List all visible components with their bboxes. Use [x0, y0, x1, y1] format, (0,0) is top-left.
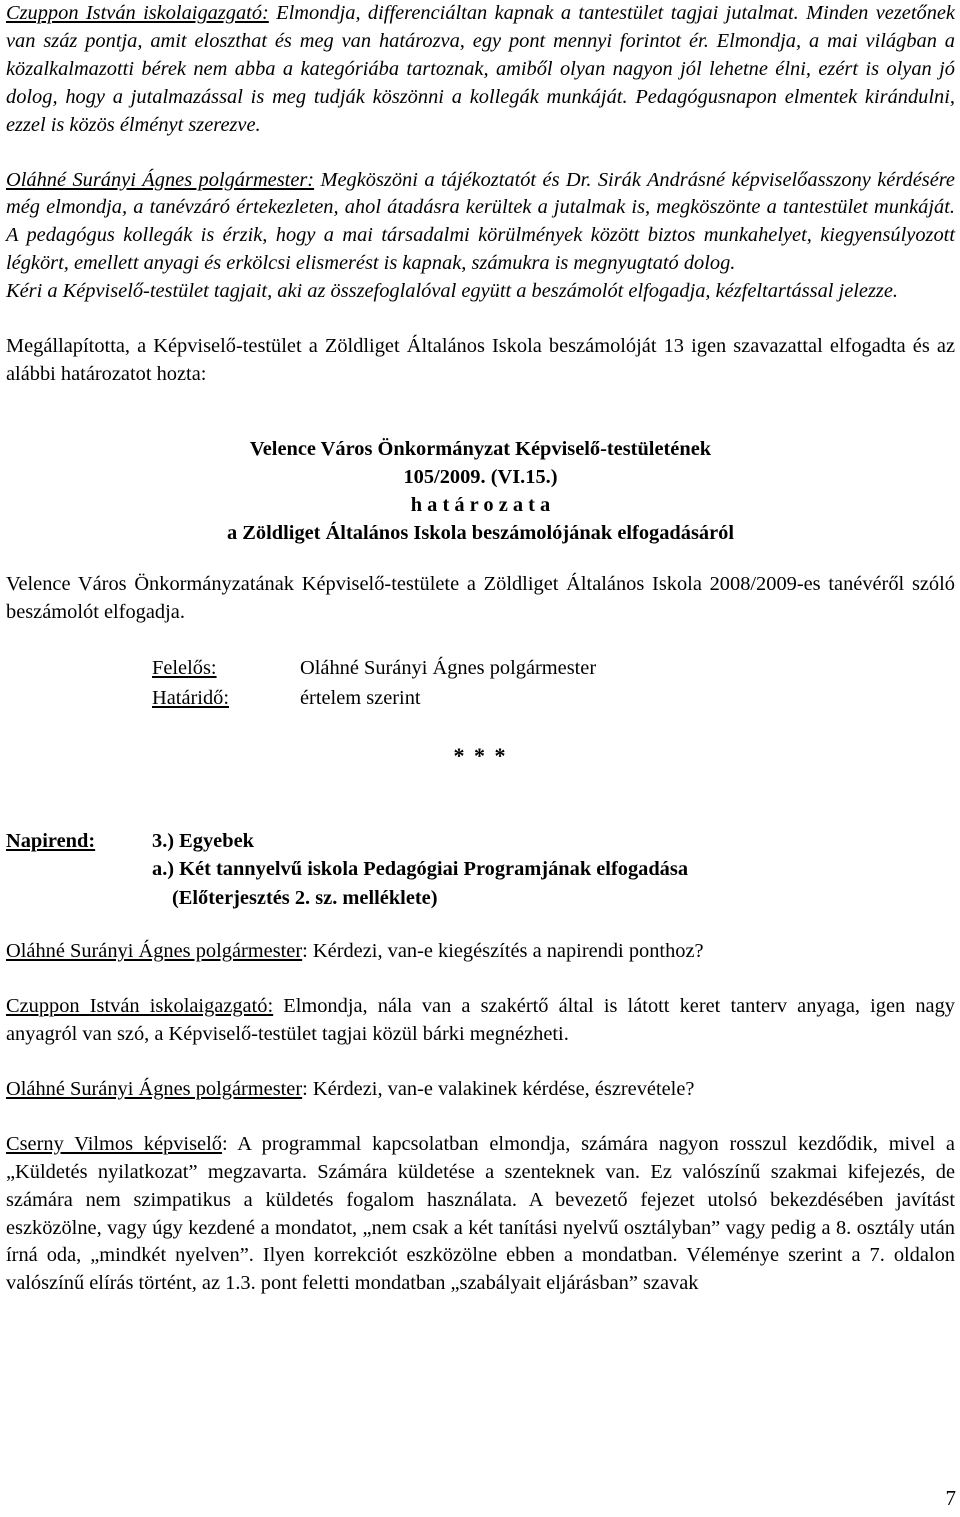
- paragraph-text: Elmondja, nála van a szakértő által is látott keret tanterv anyaga, igen nagy anyagról van szó, a Képviselő-testület tagjai közül bárki megnézheti.: [6, 995, 956, 1045]
- agenda-line-1: 3.) Egyebek: [152, 829, 254, 852]
- speaker-mayor: Oláhné Surányi Ágnes polgármester: [6, 1077, 303, 1100]
- resolution-subject: a Zöldliget Általános Iskola beszámolójának elfogadásáról: [227, 521, 734, 544]
- paragraph-text: : A programmal kapcsolatban elmondja, számára nagyon rosszul kezdődik, mivel a „Küldetés nyilatkozat” megzavarta. Számára küldetése a szenteknek van. Ez valószínű szakmai kifejezés, de számára nem szimpatikus a küldetés fogalom használata. A bevezető fejezet utolsó bekezdésében javítást eszközölne, vagy úgy kezdené a mondatot, „nem csak a két tanítási nyelvű osztályban” vagy pedig a 8. osztály után írná oda, „mindkét nyelven”. Ilyen korrekciót eszközölne ebben a mondatban. Véleménye szerint a 7. oldalon valószínű elírás történt, az 1.3. pont feletti mondatban „szabályait eljárásban” szavak: [6, 1132, 955, 1295]
- paragraph-mayor-1: [6, 167, 955, 279]
- speaker-mayor: Oláhné Surányi Ágnes polgármester: [6, 940, 303, 963]
- document-page: [6, 0, 955, 1298]
- paragraph-text: Megköszöni a tájékoztatót és Dr. Sirák Andrásné képviselőasszony kérdésére még elmondja, a tanévzáró értekezleten, ahol átadásra kerültek a jutalmak is, megköszönte a tantestület munkáját. A pedagógus kollegák is érzik, hogy a mai társadalmi körülmények között biztos munkahelyet, kiegyensúlyozott légkört, emellett anyagi és erkölcsi elismerést is kapnak, számukra is megnyugtató dolog.: [6, 168, 955, 275]
- agenda-item: [6, 827, 955, 913]
- resolution-title: Velence Város Önkormányzat Képviselő-testületének: [249, 437, 712, 460]
- agenda-line-2: a.) Két tannyelvű iskola Pedagógiai Programjának elfogadása: [152, 858, 689, 881]
- felelos-value: Oláhné Surányi Ágnes polgármester: [300, 656, 597, 679]
- resolution-label: h a t á r o z a t a: [410, 493, 551, 516]
- paragraph-text: : Kérdezi, van-e kiegészítés a napirendi ponthoz?: [302, 940, 704, 963]
- speaker-mayor: Oláhné Surányi Ágnes polgármester:: [6, 168, 315, 191]
- paragraph-czuppon-1: [6, 0, 955, 140]
- paragraph-text: Kéri a Képviselő-testület tagjait, aki az összefoglalóval együtt a beszámolót elfogadja, kézfeltartással jelezze.: [6, 280, 898, 303]
- speaker-cserny: Cserny Vilmos képviselő: [6, 1132, 222, 1155]
- paragraph-text: Elmondja, differenciáltan kapnak a tantestület tagjai jutalmat. Minden vezetőnek van száz pontja, amit eloszthat és meg van határozva, egy pont mennyi forintot ér. Elmondja, a mai világban a közalkalmazotti bérek nem abba a kategóriába tartoznak, amiből olyan nagyon jól lehetne élni, ezért is olyan jó dolog, hogy a jutalmazással is meg tudják köszönni a kollegák munkáját. Pedagógusnapon elmentek kirándulni, ezzel is közös élményt szerezve.: [6, 2, 955, 136]
- resolution-responsibility: [152, 653, 955, 713]
- resolution-body: Velence Város Önkormányzatának Képviselő-testülete a Zöldliget Általános Iskola 2008/2009-es tanévéről szóló beszámolót elfogadja.: [6, 572, 955, 623]
- paragraph-text: : Kérdezi, van-e valakinek kérdése, észrevétele?: [302, 1077, 695, 1100]
- resolution-number: 105/2009. (VI.15.): [403, 465, 558, 488]
- paragraph-mayor-2: [6, 938, 955, 966]
- agenda-line-3: (Előterjesztés 2. sz. melléklete): [172, 886, 438, 909]
- resolution-heading: [6, 435, 955, 547]
- paragraph-czuppon-2: [6, 993, 955, 1049]
- hatarido-label: Határidő:: [152, 686, 230, 709]
- paragraph-cserny: [6, 1131, 955, 1298]
- paragraph-mayor-3: [6, 1076, 955, 1104]
- section-separator: * * *: [453, 742, 508, 768]
- hatarido-value: értelem szerint: [300, 686, 421, 709]
- felelos-label: Felelős:: [152, 656, 217, 679]
- speaker-czuppon: Czuppon István iskolaigazgató:: [6, 2, 269, 24]
- agenda-label: Napirend:: [6, 829, 96, 852]
- speaker-czuppon: Czuppon István iskolaigazgató:: [6, 995, 274, 1018]
- paragraph-vote-result: Megállapította, a Képviselő-testület a Zöldliget Általános Iskola beszámolóját 13 igen szavazattal elfogadta és az alábbi határozatot hozta:: [6, 335, 955, 385]
- paragraph-mayor-1-cont: [6, 278, 955, 306]
- page-number: 7: [945, 1486, 956, 1510]
